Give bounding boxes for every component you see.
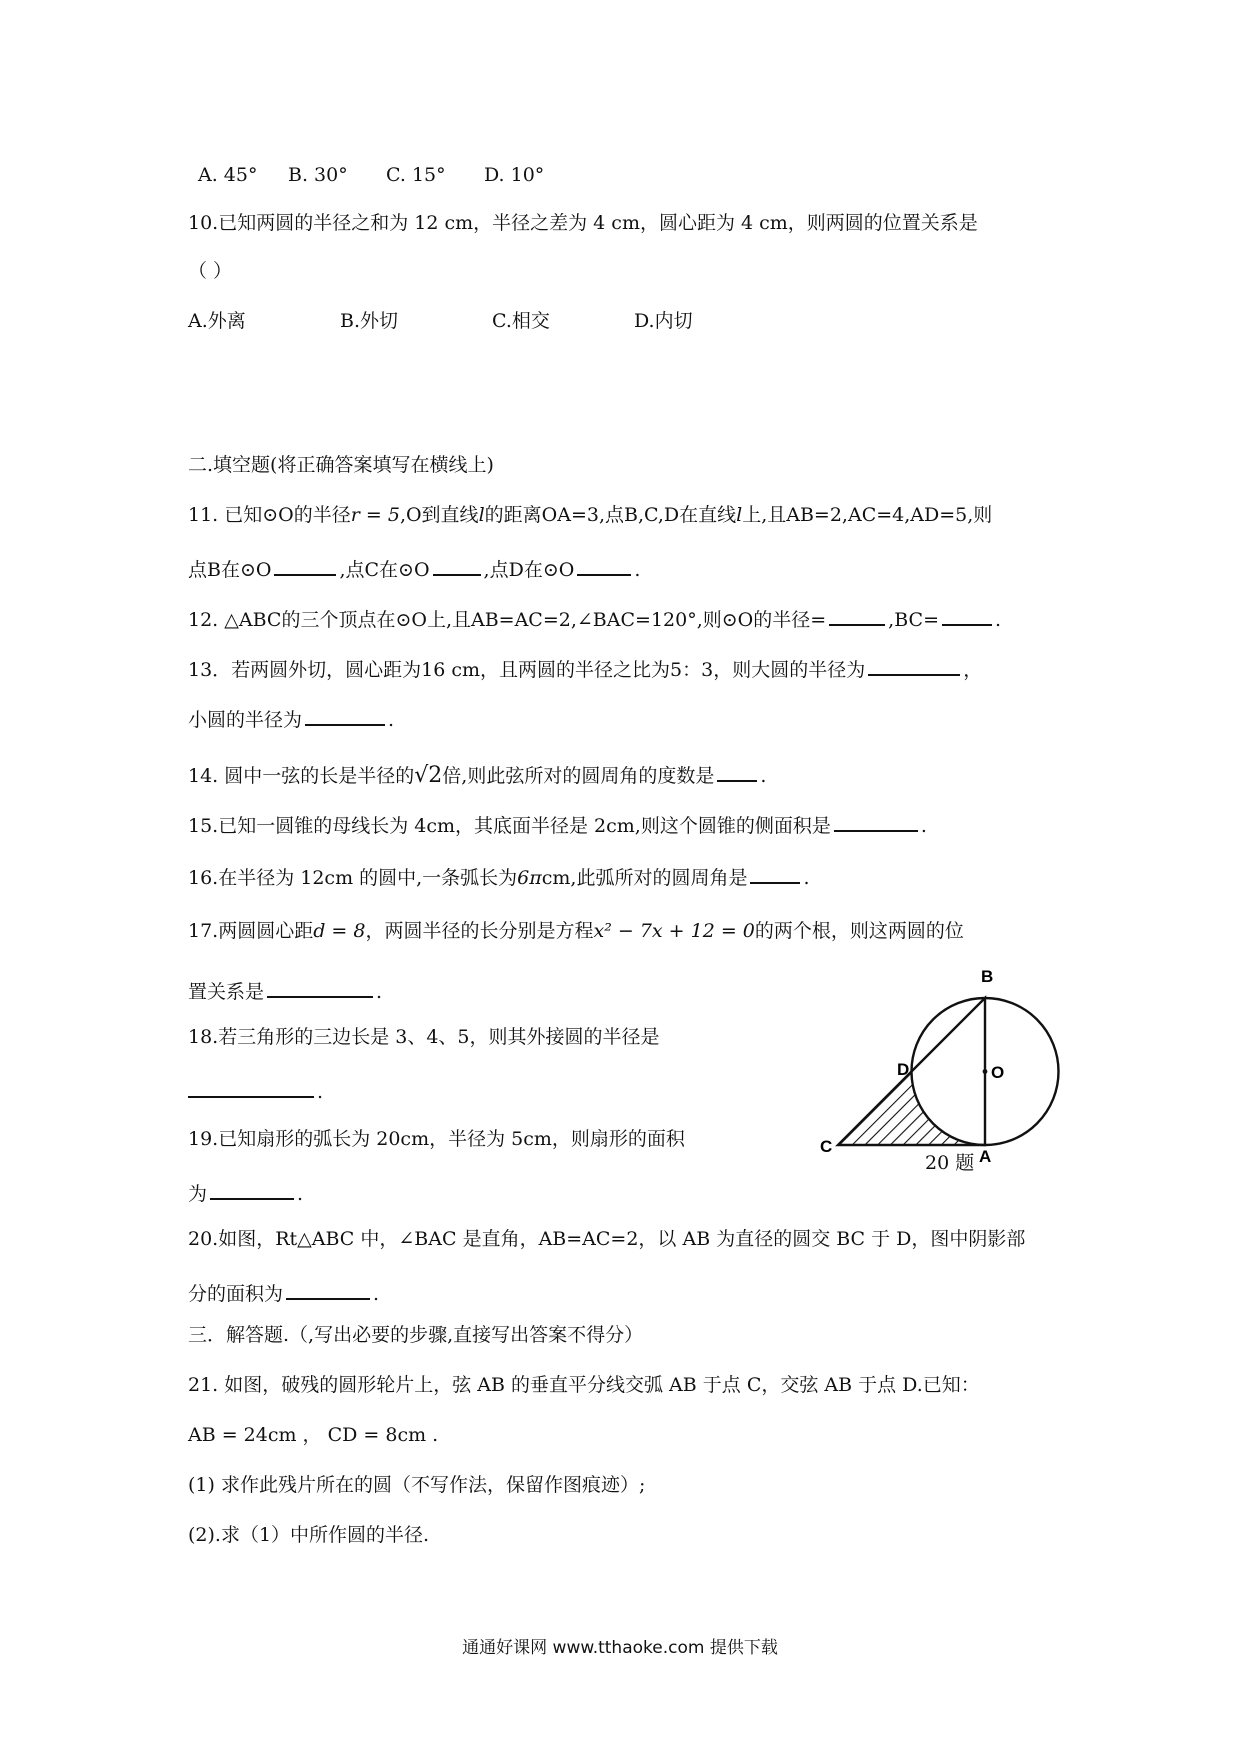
- q16-text-a: 16.在半径为 12cm 的圆中,一条弧长为: [188, 867, 518, 889]
- footer: 通通好课网 www.tthaoke.com 提供下载: [462, 1638, 778, 1658]
- q13-text-a: 13．若两圆外切，圆心距为16 cm，且两圆的半径之比为5：3，则大圆的半径为: [188, 659, 866, 681]
- q11-end: .: [634, 559, 641, 581]
- q11-point-d: ,点D在⊙O: [483, 559, 575, 581]
- q14-text-a: 14. 圆中一弦的长是半径的: [188, 765, 415, 787]
- q13-text-b: ，: [963, 659, 983, 681]
- q11-line-l: l: [478, 504, 485, 526]
- q18-end: .: [317, 1081, 324, 1103]
- q11-blank-d: [577, 556, 631, 576]
- q10-options: [188, 312, 693, 331]
- q14-sqrt2: √2: [414, 763, 443, 788]
- q13-line1: [188, 656, 982, 680]
- q15-text-a: 15.已知一圆锥的母线长为 4cm，其底面半径是 2cm,则这个圆锥的侧面积是: [188, 815, 831, 837]
- label-a: A: [979, 1147, 992, 1166]
- q16-blank: [750, 864, 800, 884]
- q13-text-line2: 小圆的半径为: [188, 709, 303, 731]
- q20-line2: [188, 1280, 379, 1304]
- q13-blank-large: [868, 656, 960, 676]
- figure-caption: 20 题: [925, 1152, 975, 1174]
- q14-blank: [717, 762, 757, 782]
- q12-text-a: 12. △ABC的三个顶点在⊙O上,且AB=AC=2,∠BAC=120°,则⊙O的半径=: [188, 609, 827, 631]
- q19-line2: [188, 1180, 303, 1204]
- q13-line2: [188, 706, 394, 730]
- q16-end: .: [803, 867, 810, 889]
- q18-line1: 18.若三角形的三边长是 3、4、5，则其外接圆的半径是: [188, 1026, 660, 1048]
- label-d: D: [897, 1060, 910, 1079]
- q16-text-b: cm,此弧所对的圆周角是: [541, 867, 748, 889]
- q12-blank-radius: [829, 606, 885, 626]
- q9-options: [198, 166, 544, 185]
- q12-blank-bc: [942, 606, 992, 626]
- q17-line1: [188, 922, 964, 941]
- q17-blank: [267, 978, 373, 998]
- q18-line2: [188, 1078, 323, 1102]
- q11-line1: [188, 506, 992, 525]
- q17-text-c: 的两个根，则这两圆的位: [754, 920, 964, 942]
- q10-option-a: A.外离: [188, 310, 246, 332]
- q11-blank-b: [274, 556, 336, 576]
- q10-paren: （ ）: [188, 260, 233, 282]
- q17-text-b: ，两圆半径的长分别是方程: [365, 920, 594, 942]
- q13-end: .: [388, 709, 395, 731]
- q17-equation: x² − 7x + 12 = 0: [593, 920, 755, 942]
- q11-point-c: ,点C在⊙O: [339, 559, 430, 581]
- q21-line2: AB = 24cm ， CD = 8cm .: [188, 1424, 439, 1446]
- q12-text-b: ,BC=: [888, 609, 939, 631]
- q16-arc-length: 6π: [517, 867, 542, 889]
- q19-line1: 19.已知扇形的弧长为 20cm，半径为 5cm，则扇形的面积: [188, 1128, 685, 1150]
- q11-blank-c: [433, 556, 481, 576]
- q21-line1: 21. 如图，破残的圆形轮片上，弦 AB 的垂直平分线交弧 AB 于点 C，交弦 AB 于点 D.已知：: [188, 1374, 980, 1396]
- q15-blank: [834, 812, 918, 832]
- q9-option-b: B. 30°: [288, 164, 348, 186]
- q19-blank: [210, 1180, 294, 1200]
- q18-blank: [188, 1078, 314, 1098]
- q14-text: [188, 762, 766, 787]
- q13-blank-small: [305, 706, 385, 726]
- label-o: O: [991, 1063, 1005, 1082]
- center-point: [983, 1069, 988, 1074]
- q20-figure: [820, 960, 1060, 1170]
- q10-option-c: C.相交: [492, 310, 550, 332]
- q15-text: [188, 812, 927, 836]
- q17-distance: d = 8: [313, 920, 366, 942]
- q20-text-line2: 分的面积为: [188, 1283, 284, 1305]
- q11-text-b: ,O到直线: [399, 504, 479, 526]
- q17-line2: [188, 978, 382, 1002]
- q12-end: .: [994, 609, 1002, 631]
- label-c: C: [820, 1137, 833, 1156]
- label-b: B: [981, 967, 994, 986]
- q9-option-d: D. 10°: [484, 164, 545, 186]
- q19-end: .: [297, 1183, 304, 1205]
- q9-option-c: C. 15°: [386, 164, 446, 186]
- q11-line-l2: l: [736, 504, 743, 526]
- q20-end: .: [373, 1283, 380, 1305]
- q11-text-a: 11. 已知⊙O的半径: [188, 504, 351, 526]
- q10-text: 10.已知两圆的半径之和为 12 cm，半径之差为 4 cm，圆心距为 4 cm，则两圆的位置关系是: [188, 212, 978, 234]
- q21-part2: (2).求（1）中所作圆的半径.: [188, 1524, 430, 1546]
- q9-option-a: A. 45°: [198, 164, 258, 186]
- section-2-title: 二.填空题(将正确答案填写在横线上): [188, 454, 494, 476]
- q11-text-d: 上,且AB=2,AC=4,AD=5,则: [742, 504, 993, 526]
- q14-text-b: 倍,则此弦所对的圆周角的度数是: [442, 765, 715, 787]
- shaded-region: [838, 998, 1059, 1145]
- q16-text: [188, 864, 810, 888]
- q12-text: [188, 606, 1001, 630]
- q21-part1: (1) 求作此残片所在的圆（不写作法，保留作图痕迹）;: [188, 1474, 646, 1496]
- q11-point-b: 点B在⊙O: [188, 559, 272, 581]
- q10-option-b: B.外切: [340, 310, 399, 332]
- q10-option-d: D.内切: [634, 310, 693, 332]
- q20-blank: [286, 1280, 370, 1300]
- q17-text-a: 17.两圆圆心距: [188, 920, 314, 942]
- q11-text-c: 的距离OA=3,点B,C,D在直线: [484, 504, 737, 526]
- q17-text-line2: 置关系是: [188, 981, 265, 1003]
- q20-line1: 20.如图，Rt△ABC 中，∠BAC 是直角，AB=AC=2，以 AB 为直径的圆交 BC 于 D，图中阴影部: [188, 1228, 1026, 1250]
- section-3-title: 三．解答题.（,写出必要的步骤,直接写出答案不得分）: [188, 1324, 644, 1346]
- q11-line2: [188, 556, 640, 580]
- q17-end: .: [376, 981, 383, 1003]
- q11-radius: r = 5: [350, 504, 400, 526]
- q19-text-line2: 为: [188, 1183, 208, 1205]
- q14-end: .: [760, 765, 767, 787]
- q15-end: .: [920, 815, 927, 837]
